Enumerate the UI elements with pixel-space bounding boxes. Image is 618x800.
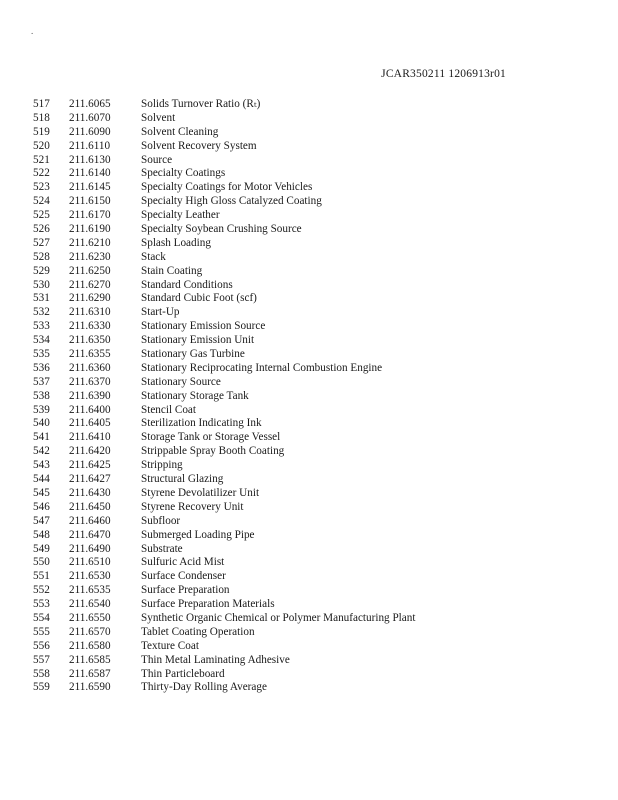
item-number: 551	[33, 570, 50, 583]
defined-term: Specialty Coatings for Motor Vehicles	[141, 181, 313, 194]
defined-term: Stationary Storage Tank	[141, 389, 249, 402]
section-number: 211.6145	[69, 181, 111, 194]
list-item	[33, 126, 593, 140]
defined-term: Specialty High Gloss Catalyzed Coating	[141, 195, 322, 208]
defined-term: Submerged Loading Pipe	[141, 528, 255, 541]
item-number: 539	[33, 403, 50, 416]
list-item	[33, 237, 593, 251]
defined-term: Specialty Coatings	[141, 167, 226, 180]
section-number: 211.6250	[69, 264, 111, 277]
list-item	[33, 584, 593, 598]
list-item	[33, 640, 593, 654]
section-number: 211.6420	[69, 445, 111, 458]
defined-term: Solids Turnover Ratio (Rₜ)	[141, 98, 261, 110]
section-number: 211.6070	[69, 111, 111, 124]
defined-term: Splash Loading	[141, 236, 211, 249]
item-number: 542	[33, 445, 50, 458]
item-number: 540	[33, 417, 50, 430]
item-number: 518	[33, 111, 50, 124]
item-number: 523	[33, 181, 50, 194]
defined-term: Storage Tank or Storage Vessel	[141, 431, 281, 444]
list-item	[33, 501, 593, 515]
list-item	[33, 404, 593, 418]
list-item	[33, 98, 593, 112]
list-item	[33, 543, 593, 557]
defined-term: Start-Up	[141, 306, 180, 319]
list-item	[33, 362, 593, 376]
defined-term: Texture Coat	[141, 639, 199, 652]
section-number: 211.6535	[69, 584, 111, 597]
item-number: 520	[33, 139, 50, 152]
item-number: 556	[33, 639, 50, 652]
list-item	[33, 529, 593, 543]
defined-term: Stationary Emission Source	[141, 320, 266, 333]
list-item	[33, 292, 593, 306]
section-number: 211.6410	[69, 431, 111, 444]
list-item	[33, 445, 593, 459]
defined-term: Styrene Recovery Unit	[141, 500, 244, 513]
item-number: 557	[33, 653, 50, 666]
item-number: 519	[33, 125, 50, 138]
section-number: 211.6490	[69, 542, 111, 555]
defined-term: Tablet Coating Operation	[141, 625, 255, 638]
item-number: 527	[33, 236, 50, 249]
list-item	[33, 556, 593, 570]
item-number: 532	[33, 306, 50, 319]
document-header: JCAR350211 1206913r01	[381, 68, 506, 80]
list-item	[33, 265, 593, 279]
definitions-list	[33, 98, 593, 695]
defined-term: Structural Glazing	[141, 473, 224, 486]
list-item	[33, 251, 593, 265]
list-item	[33, 348, 593, 362]
section-number: 211.6355	[69, 348, 111, 361]
section-number: 211.6460	[69, 514, 111, 527]
defined-term: Subfloor	[141, 514, 181, 527]
item-number: 550	[33, 556, 50, 569]
defined-term: Stationary Emission Unit	[141, 334, 255, 347]
defined-term: Surface Preparation	[141, 584, 230, 597]
section-number: 211.6065	[69, 98, 111, 110]
section-number: 211.6540	[69, 598, 111, 611]
item-number: 533	[33, 320, 50, 333]
item-number: 530	[33, 278, 50, 291]
section-number: 211.6110	[69, 139, 111, 152]
section-number: 211.6390	[69, 389, 111, 402]
list-item	[33, 320, 593, 334]
defined-term: Standard Conditions	[141, 278, 233, 291]
list-item	[33, 154, 593, 168]
item-number: 526	[33, 223, 50, 236]
item-number: 541	[33, 431, 50, 444]
item-number: 554	[33, 611, 50, 624]
item-number: 534	[33, 334, 50, 347]
section-number: 211.6310	[69, 306, 111, 319]
defined-term: Stack	[141, 250, 166, 263]
list-item	[33, 306, 593, 320]
section-number: 211.6170	[69, 209, 111, 222]
defined-term: Stationary Reciprocating Internal Combustion Engine	[141, 361, 383, 374]
list-item	[33, 612, 593, 626]
section-number: 211.6450	[69, 500, 111, 513]
item-number: 521	[33, 153, 50, 166]
defined-term: Stencil Coat	[141, 403, 196, 416]
list-item	[33, 626, 593, 640]
item-number: 547	[33, 514, 50, 527]
list-item	[33, 334, 593, 348]
item-number: 517	[33, 98, 50, 110]
section-number: 211.6370	[69, 375, 111, 388]
list-item	[33, 376, 593, 390]
defined-term: Solvent Recovery System	[141, 139, 257, 152]
section-number: 211.6580	[69, 639, 111, 652]
section-number: 211.6550	[69, 611, 111, 624]
list-item	[33, 598, 593, 612]
defined-term: Stationary Source	[141, 375, 221, 388]
item-number: 559	[33, 681, 50, 694]
item-number: 546	[33, 500, 50, 513]
defined-term: Sterilization Indicating Ink	[141, 417, 262, 430]
section-number: 211.6430	[69, 486, 111, 499]
corner-mark: .	[31, 26, 34, 36]
list-item	[33, 459, 593, 473]
section-number: 211.6585	[69, 653, 111, 666]
item-number: 549	[33, 542, 50, 555]
item-number: 538	[33, 389, 50, 402]
section-number: 211.6570	[69, 625, 111, 638]
defined-term: Standard Cubic Foot (scf)	[141, 292, 257, 305]
defined-term: Source	[141, 153, 173, 166]
defined-term: Thin Metal Laminating Adhesive	[141, 653, 290, 666]
section-number: 211.6230	[69, 250, 111, 263]
list-item	[33, 570, 593, 584]
defined-term: Stationary Gas Turbine	[141, 348, 245, 361]
section-number: 211.6590	[69, 681, 111, 694]
item-number: 544	[33, 473, 50, 486]
item-number: 522	[33, 167, 50, 180]
list-item	[33, 431, 593, 445]
list-item	[33, 654, 593, 668]
item-number: 536	[33, 361, 50, 374]
section-number: 211.6190	[69, 223, 111, 236]
section-number: 211.6360	[69, 361, 111, 374]
section-number: 211.6270	[69, 278, 111, 291]
item-number: 535	[33, 348, 50, 361]
defined-term: Sulfuric Acid Mist	[141, 556, 225, 569]
list-item	[33, 473, 593, 487]
list-item	[33, 209, 593, 223]
item-number: 543	[33, 459, 50, 472]
list-item	[33, 515, 593, 529]
defined-term: Thirty-Day Rolling Average	[141, 681, 267, 694]
list-item	[33, 195, 593, 209]
item-number: 552	[33, 584, 50, 597]
defined-term: Solvent Cleaning	[141, 125, 219, 138]
list-item	[33, 112, 593, 126]
list-item	[33, 668, 593, 682]
item-number: 528	[33, 250, 50, 263]
defined-term: Thin Particleboard	[141, 667, 225, 680]
section-number: 211.6510	[69, 556, 111, 569]
item-number: 531	[33, 292, 50, 305]
section-number: 211.6210	[69, 236, 111, 249]
list-item	[33, 279, 593, 293]
section-number: 211.6290	[69, 292, 111, 305]
section-number: 211.6140	[69, 167, 111, 180]
item-number: 537	[33, 375, 50, 388]
defined-term: Substrate	[141, 542, 183, 555]
list-item	[33, 390, 593, 404]
defined-term: Solvent	[141, 111, 176, 124]
item-number: 553	[33, 598, 50, 611]
defined-term: Strippable Spray Booth Coating	[141, 445, 285, 458]
section-number: 211.6130	[69, 153, 111, 166]
section-number: 211.6587	[69, 667, 111, 680]
item-number: 525	[33, 209, 50, 222]
section-number: 211.6425	[69, 459, 111, 472]
list-item	[33, 487, 593, 501]
defined-term: Surface Preparation Materials	[141, 598, 275, 611]
section-number: 211.6530	[69, 570, 111, 583]
list-item	[33, 681, 593, 695]
defined-term: Synthetic Organic Chemical or Polymer Manufacturing Plant	[141, 611, 416, 624]
section-number: 211.6405	[69, 417, 111, 430]
section-number: 211.6330	[69, 320, 111, 333]
section-number: 211.6400	[69, 403, 111, 416]
list-item	[33, 223, 593, 237]
list-item	[33, 417, 593, 431]
list-item	[33, 181, 593, 195]
section-number: 211.6350	[69, 334, 111, 347]
defined-term: Specialty Soybean Crushing Source	[141, 223, 302, 236]
defined-term: Surface Condenser	[141, 570, 226, 583]
item-number: 555	[33, 625, 50, 638]
defined-term: Styrene Devolatilizer Unit	[141, 486, 260, 499]
defined-term: Stain Coating	[141, 264, 203, 277]
item-number: 545	[33, 486, 50, 499]
item-number: 524	[33, 195, 50, 208]
section-number: 211.6090	[69, 125, 111, 138]
section-number: 211.6427	[69, 473, 111, 486]
item-number: 548	[33, 528, 50, 541]
section-number: 211.6150	[69, 195, 111, 208]
defined-term: Stripping	[141, 459, 183, 472]
defined-term: Specialty Leather	[141, 209, 220, 222]
list-item	[33, 140, 593, 154]
item-number: 558	[33, 667, 50, 680]
item-number: 529	[33, 264, 50, 277]
section-number: 211.6470	[69, 528, 111, 541]
list-item	[33, 167, 593, 181]
